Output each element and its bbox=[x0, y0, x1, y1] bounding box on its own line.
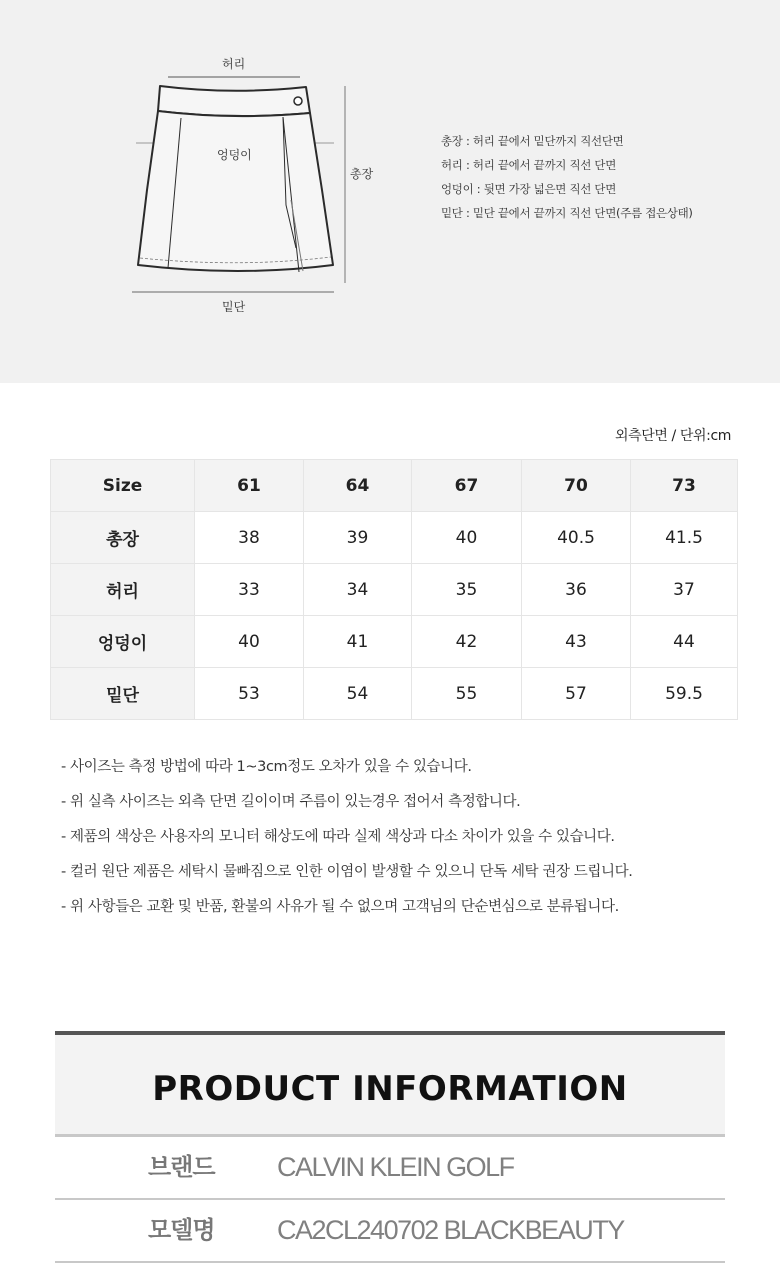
table-cell: 43 bbox=[522, 616, 631, 668]
table-cell: 57 bbox=[522, 668, 631, 720]
table-cell: 54 bbox=[304, 668, 412, 720]
waist-label: 허리 bbox=[222, 57, 246, 71]
table-cell: 36 bbox=[522, 564, 631, 616]
measurement-legend bbox=[441, 129, 693, 225]
header-cell: 70 bbox=[522, 460, 631, 512]
table-cell: 35 bbox=[412, 564, 522, 616]
note-item: - 제품의 색상은 사용자의 모니터 해상도에 따라 실제 색상과 다소 차이가 있을 수 있습니다. bbox=[61, 829, 615, 845]
header-cell: 61 bbox=[195, 460, 304, 512]
legend-hip: 엉덩이 : 뒷면 가장 넓은면 직선 단면 bbox=[441, 182, 617, 196]
model-value: CA2CL240702 BLACKBEAUTY bbox=[277, 1215, 624, 1245]
model-label: 모델명 bbox=[148, 1216, 215, 1244]
table-cell: 41 bbox=[304, 616, 412, 668]
note-item: - 컬러 원단 제품은 세탁시 물빠짐으로 인한 이염이 발생할 수 있으니 단독 세탁 권장 드립니다. bbox=[61, 864, 633, 880]
table-cell: 40 bbox=[412, 512, 522, 564]
unit-note: 외측단면 / 단위:cm bbox=[614, 428, 731, 444]
row-label: 총장 bbox=[51, 512, 195, 564]
product-info-header bbox=[55, 1031, 725, 1137]
length-label: 총장 bbox=[350, 167, 374, 181]
table-cell: 40 bbox=[195, 616, 304, 668]
row-label: 밑단 bbox=[51, 668, 195, 720]
size-notes bbox=[61, 752, 751, 927]
table-cell: 39 bbox=[304, 512, 412, 564]
legend-length: 총장 : 허리 끝에서 밑단까지 직선단면 bbox=[441, 134, 624, 148]
brand-label: 브랜드 bbox=[148, 1153, 215, 1181]
table-row bbox=[51, 564, 738, 616]
table-row bbox=[51, 668, 738, 720]
table-cell: 55 bbox=[412, 668, 522, 720]
hip-label: 엉덩이 bbox=[217, 148, 252, 162]
table-cell: 34 bbox=[304, 564, 412, 616]
row-label: 엉덩이 bbox=[51, 616, 195, 668]
product-info-row-brand bbox=[55, 1137, 725, 1200]
hem-label: 밑단 bbox=[222, 300, 246, 314]
legend-hem: 밑단 : 밑단 끝에서 끝까지 직선 단면(주름 접은상태) bbox=[441, 206, 693, 220]
table-cell: 41.5 bbox=[631, 512, 738, 564]
size-header-row bbox=[51, 460, 738, 512]
header-cell: 67 bbox=[412, 460, 522, 512]
product-info-row-model bbox=[55, 1200, 725, 1263]
note-item: - 사이즈는 측정 방법에 따라 1~3cm정도 오차가 있을 수 있습니다. bbox=[61, 759, 472, 775]
brand-value: CALVIN KLEIN GOLF bbox=[277, 1152, 514, 1182]
table-cell: 33 bbox=[195, 564, 304, 616]
product-info-title: PRODUCT INFORMATION bbox=[152, 1068, 628, 1109]
table-cell: 42 bbox=[412, 616, 522, 668]
size-table bbox=[50, 459, 738, 720]
header-cell: 73 bbox=[631, 460, 738, 512]
table-cell: 44 bbox=[631, 616, 738, 668]
table-cell: 53 bbox=[195, 668, 304, 720]
skirt-illustration bbox=[138, 86, 333, 272]
header-cell: Size bbox=[51, 460, 195, 512]
table-cell: 40.5 bbox=[522, 512, 631, 564]
table-cell: 59.5 bbox=[631, 668, 738, 720]
table-cell: 37 bbox=[631, 564, 738, 616]
table-cell: 38 bbox=[195, 512, 304, 564]
size-diagram-section bbox=[0, 0, 780, 383]
header-cell: 64 bbox=[304, 460, 412, 512]
table-row bbox=[51, 616, 738, 668]
note-item: - 위 실측 사이즈는 외측 단면 길이이며 주름이 있는경우 접어서 측정합니다. bbox=[61, 794, 521, 810]
note-item: - 위 사항들은 교환 및 반품, 환불의 사유가 될 수 없으며 고객님의 단순변심으로 분류됩니다. bbox=[61, 899, 619, 915]
row-label: 허리 bbox=[51, 564, 195, 616]
table-row bbox=[51, 512, 738, 564]
legend-waist: 허리 : 허리 끝에서 끝까지 직선 단면 bbox=[441, 158, 617, 172]
